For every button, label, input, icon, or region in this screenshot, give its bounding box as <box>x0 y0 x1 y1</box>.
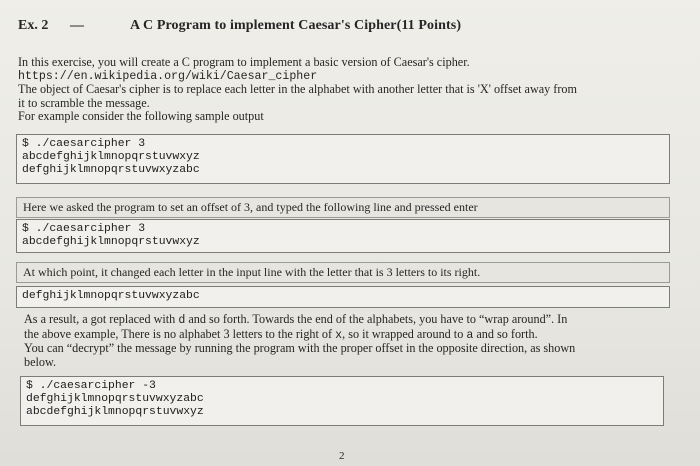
exercise-dash: — <box>70 18 84 33</box>
wikipedia-link[interactable]: https://en.wikipedia.org/wiki/Caesar_cipher <box>18 69 318 83</box>
page-number: 2 <box>339 450 345 462</box>
intro-line-3: The object of Caesar's cipher is to replace each letter in the alphabet with another letter that is 'X' offset away from <box>18 82 577 96</box>
explanation-text-2: At which point, it changed each letter in the input line with the letter that is 3 letters to its right. <box>23 265 481 279</box>
wrap-line-4: below. <box>24 354 57 369</box>
code-line: abcdefghijklmnopqrstuvwxyz <box>22 236 200 248</box>
intro-paragraph <box>18 56 678 124</box>
intro-line-5: For example consider the following sample output <box>18 109 264 123</box>
exercise-title: A C Program to implement Caesar's Cipher(11 Points) <box>130 18 462 33</box>
exercise-label: Ex. 2 <box>18 18 49 33</box>
input-example-box <box>16 219 670 253</box>
code-line: $ ./caesarcipher 3 <box>22 223 146 235</box>
explanation-text-1: Here we asked the program to set an offset of 3, and typed the following line and pressed enter <box>23 200 478 214</box>
shifted-output-box <box>16 286 670 308</box>
intro-line-4: it to scramble the message. <box>18 95 150 110</box>
decrypt-example-box <box>20 376 664 426</box>
code-line: abcdefghijklmnopqrstuvwxyz <box>26 406 204 418</box>
code-line: $ ./caesarcipher 3 <box>22 138 146 150</box>
wrap-line-1: As a result, a got replaced with d and so forth. Towards the end of the alphabets, you have to “wrap around”. In <box>24 312 568 327</box>
explanation-banner-1 <box>16 197 670 218</box>
code-line: abcdefghijklmnopqrstuvwxyz <box>22 151 200 163</box>
exercise-header <box>18 18 680 42</box>
explanation-banner-2 <box>16 262 670 283</box>
code-line: defghijklmnopqrstuvwxyzabc <box>22 164 200 176</box>
sample-output-box <box>16 134 670 184</box>
wrap-line-2: the above example, There is no alphabet 3 letters to the right of x, so it wrapped around to a and so forth. <box>24 326 538 342</box>
code-line: $ ./caesarcipher -3 <box>26 380 156 392</box>
code-line: defghijklmnopqrstuvwxyzabc <box>26 393 204 405</box>
wrap-line-3: You can “decrypt” the message by running the program with the proper offset in the opposite direction, as shown <box>24 341 576 355</box>
code-line: defghijklmnopqrstuvwxyzabc <box>22 290 200 302</box>
intro-line-1: In this exercise, you will create a C program to implement a basic version of Caesar's cipher. <box>18 55 470 69</box>
wrap-around-paragraph <box>24 313 676 369</box>
